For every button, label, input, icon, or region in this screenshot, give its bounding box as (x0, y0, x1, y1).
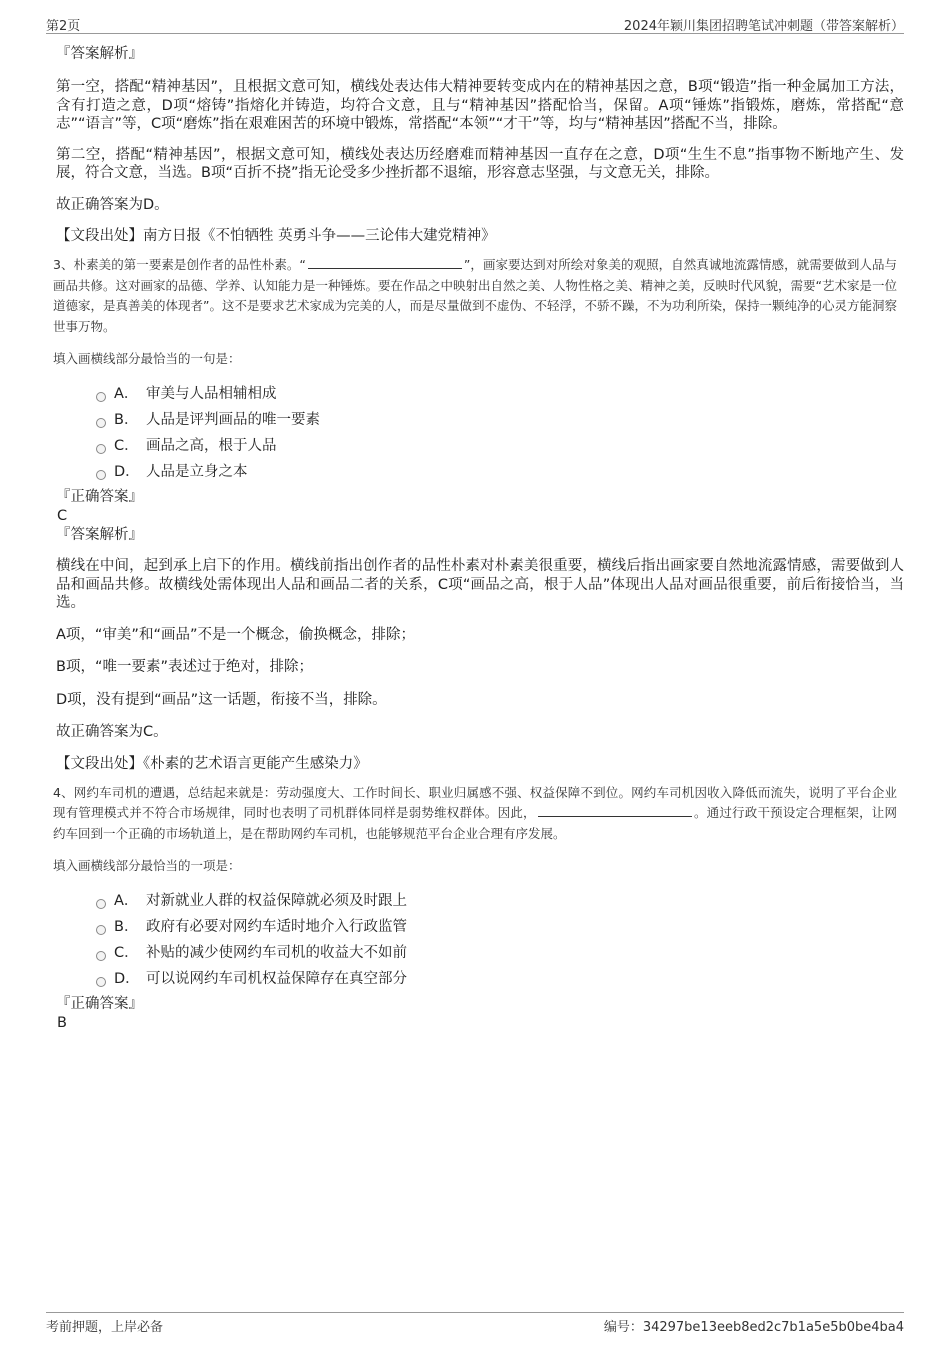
fill-blank (538, 804, 692, 817)
question-4-prompt: 填入画横线部分最恰当的一项是： (53, 858, 241, 873)
question-4-options (96, 888, 904, 992)
option-b[interactable]: B． 人品是评判画品的唯一要素 (96, 407, 904, 433)
page-number: 第2页 (46, 19, 81, 34)
radio-button[interactable] (96, 925, 106, 935)
analysis-paragraph: D项，没有提到“画品”这一话题，衔接不当，排除。 (56, 691, 387, 708)
analysis-paragraph: 第一空，搭配“精神基因”，且根据文意可知，横线处表达伟大精神要转变成内在的精神基因之意，B项“锻造”指一种金属加工方法，含有打造之意，D项“熔铸”指熔化并铸造，均符合文意，且与“精神基因”搭配恰当，保留。A项“锤炼”指锻炼，磨炼，常搭配“意志”“语言”等，C项“磨炼”指在艰难困苦的环境中锻炼，常搭配“本领”“才干”等，均与“精神基因”搭配不当，排除。 (56, 79, 904, 132)
question-4-stem (53, 783, 897, 845)
question-4-text-after: 。通过行政干预设定合理框架，让网约车回到一个正确的市场轨道上，是在帮助网约车司机，也能够规范平台企业合理有序发展。 (53, 805, 897, 841)
radio-button[interactable] (96, 392, 106, 402)
analysis-paragraph: B项，“唯一要素”表述过于绝对，排除； (56, 659, 313, 675)
analysis-conclusion: 故正确答案为C。 (56, 724, 168, 740)
correct-answer: C (57, 508, 68, 524)
page-footer (46, 1312, 904, 1335)
radio-button[interactable] (96, 977, 106, 987)
source-citation: 【文段出处】南方日报《不怕牺牲 英勇斗争——三论伟大建党精神》 (56, 228, 496, 244)
question-4-text-before: 4、网约车司机的遭遇，总结起来就是：劳动强度大、工作时间长、职业归属感不强、权益保障不到位。网约车司机因收入降低而流失，说明了平台企业现有管理模式并不符合市场规律，同时也表明了司机群体同样是弱势维权群体。因此， (53, 784, 897, 820)
fill-blank (308, 256, 462, 269)
option-c[interactable]: C． 补贴的减少使网约车司机的收益大不如前 (96, 940, 904, 966)
document-id: 编号：34297be13eeb8ed2c7b1a5e5b0be4ba4 (603, 1320, 904, 1335)
question-3-text-before: 3、朴素美的第一要素是创作者的品性朴素。“ (53, 257, 306, 272)
radio-button[interactable] (96, 444, 106, 454)
radio-button[interactable] (96, 418, 106, 428)
analysis-paragraph: A项，“审美”和“画品”不是一个概念，偷换概念，排除； (56, 626, 415, 643)
analysis-label: 『答案解析』 (56, 46, 143, 62)
option-d[interactable]: D． 人品是立身之本 (96, 459, 904, 485)
question-3-options (96, 381, 904, 485)
document-title: 2024年颖川集团招聘笔试冲刺题（带答案解析） (623, 19, 904, 34)
option-c[interactable]: C． 画品之高，根于人品 (96, 433, 904, 459)
radio-button[interactable] (96, 470, 106, 480)
analysis-conclusion: 故正确答案为D。 (56, 196, 169, 213)
analysis-paragraph: 第二空，搭配“精神基因”，根据文意可知，横线处表达历经磨难而精神基因一直存在之意，D项“生生不息”指事物不断地产生、发展，符合文意，当选。B项“百折不挠”指无论受多少挫折都不退缩，形容意志坚强，与文意无关，排除。 (56, 146, 904, 181)
analysis-label: 『答案解析』 (56, 527, 143, 543)
question-3-text-after: ”，画家要达到对所绘对象美的观照，自然真诚地流露情感，就需要做到人品与画品共修。这对画家的品德、学养、认知能力是一种锤炼。要在作品之中映射出自然之美、人物性格之美、精神之美，反映时代风貌，需要“艺术家是一位道德家，是真善美的体现者”。这不是要求艺术家成为完美的人，而是尽量做到不虚伪、不轻浮，不骄不躁，不为功利所染，保持一颗纯净的心灵方能洞察世事万物。 (53, 257, 897, 334)
page-header (46, 13, 904, 34)
correct-answer: B (57, 1015, 67, 1031)
source-citation: 【文段出处】《朴素的艺术语言更能产生感染力》 (56, 755, 368, 772)
question-3-stem (53, 255, 897, 337)
question-3-prompt: 填入画横线部分最恰当的一句是： (53, 351, 241, 366)
option-b[interactable]: B． 政府有必要对网约车适时地介入行政监管 (96, 914, 904, 940)
option-a[interactable]: A． 审美与人品相辅相成 (96, 381, 904, 407)
option-a[interactable]: A． 对新就业人群的权益保障就必须及时跟上 (96, 888, 904, 914)
radio-button[interactable] (96, 951, 106, 961)
document-body (53, 44, 904, 1032)
option-d[interactable]: D． 可以说网约车司机权益保障存在真空部分 (96, 966, 904, 992)
radio-button[interactable] (96, 899, 106, 909)
correct-answer-label: 『正确答案』 (56, 489, 143, 505)
footer-slogan: 考前押题，上岸必备 (46, 1320, 164, 1335)
correct-answer-label: 『正确答案』 (56, 996, 143, 1012)
analysis-paragraph: 横线在中间，起到承上启下的作用。横线前指出创作者的品性朴素对朴素美很重要，横线后指出画家要自然地流露情感，需要做到人品和画品共修。故横线处需体现出人品和画品二者的关系，C项“画品之高，根于人品”体现出人品对画品很重要，前后衔接恰当，当选。 (56, 558, 904, 611)
